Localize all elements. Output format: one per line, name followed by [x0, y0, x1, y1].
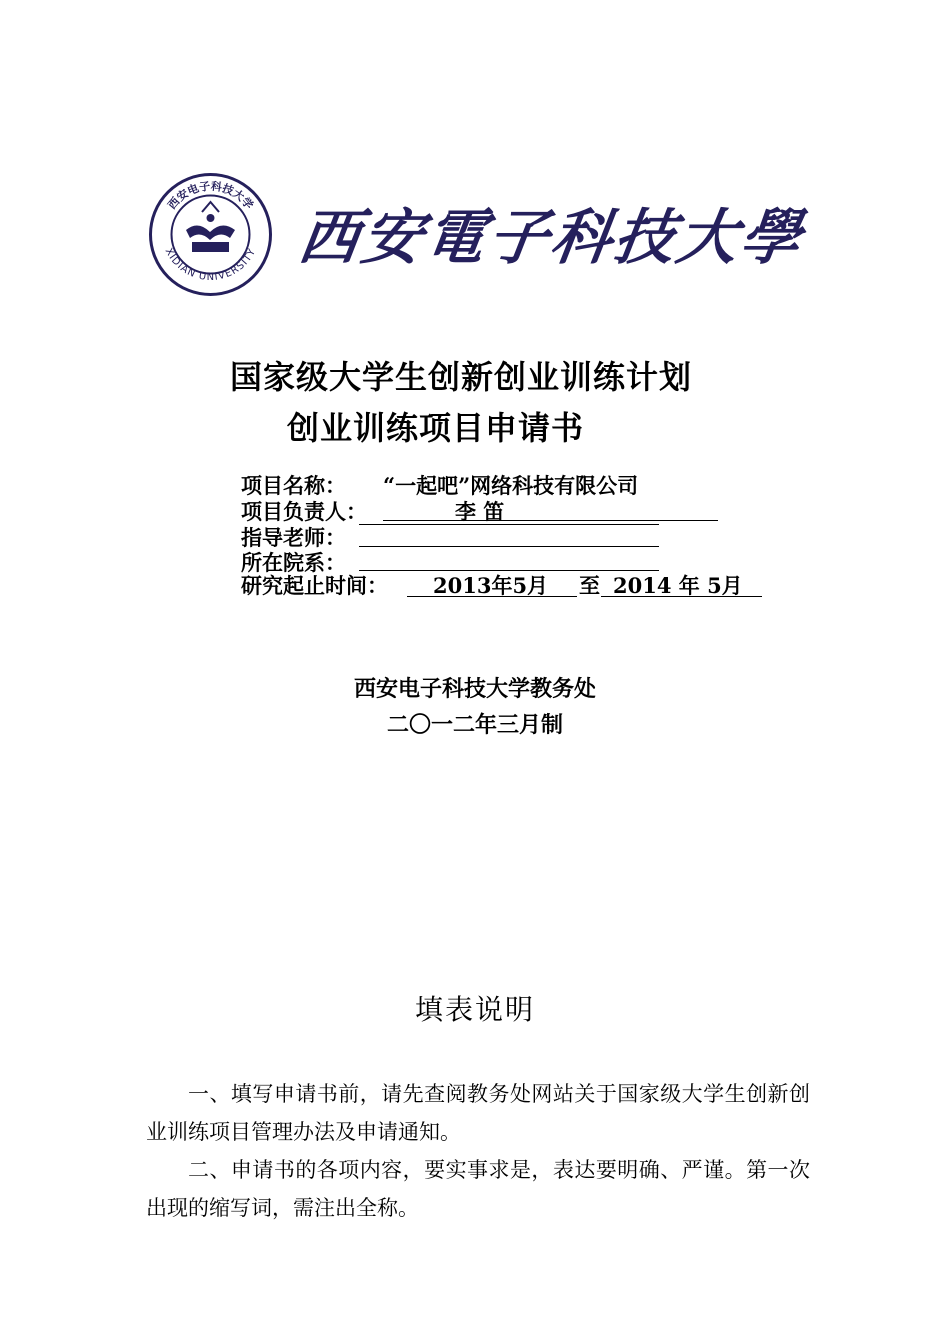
- teacher-underline: [359, 546, 659, 547]
- university-header: [148, 172, 818, 297]
- leader-label: 项目负责人：: [241, 499, 367, 524]
- period-to-text: 至: [579, 573, 600, 598]
- university-seal-icon: [148, 172, 273, 297]
- teacher-overline: [359, 524, 659, 525]
- document-title-line1: 国家级大学生创新创业训练计划: [230, 358, 693, 396]
- period-end-underline: [601, 596, 762, 597]
- university-name-calligraphy: 西安電子科技大學: [294, 203, 809, 273]
- svg-text:XIDIAN UNIVERSITY: XIDIAN UNIVERSITY: [162, 246, 259, 284]
- period-label: 研究起止时间：: [241, 573, 388, 598]
- leader-value: 李 笛: [455, 499, 505, 524]
- instructions-title: 填表说明: [414, 993, 535, 1026]
- leader-underline: [383, 520, 718, 521]
- issue-date: 二〇一二年三月制: [386, 712, 563, 738]
- teacher-label: 指导老师：: [241, 525, 346, 550]
- project-name-label: 项目名称：: [241, 473, 346, 498]
- svg-text:西安电子科技大学: 西安电子科技大学: [165, 179, 256, 212]
- project-name-value: “一起吧”网络科技有限公司: [383, 473, 639, 498]
- period-end-value: 2014 年 5月: [613, 573, 743, 598]
- period-start-underline: [407, 596, 577, 597]
- instruction-paragraph-2: 二、申请书的各项内容，要实事求是，表达要明确、严谨。第一次出现的缩写词，需注出全称。: [146, 1158, 810, 1220]
- document-title-line2: 创业训练项目申请书: [287, 409, 585, 447]
- department-underline: [359, 570, 659, 571]
- department-label: 所在院系：: [241, 550, 346, 575]
- issuing-office: 西安电子科技大学教务处: [353, 676, 596, 702]
- instruction-paragraph-1: 一、填写申请书前，请先查阅教务处网站关于国家级大学生创新创业训练项目管理办法及申请通知。: [146, 1082, 810, 1144]
- period-start-value: 2013年5月: [433, 573, 549, 598]
